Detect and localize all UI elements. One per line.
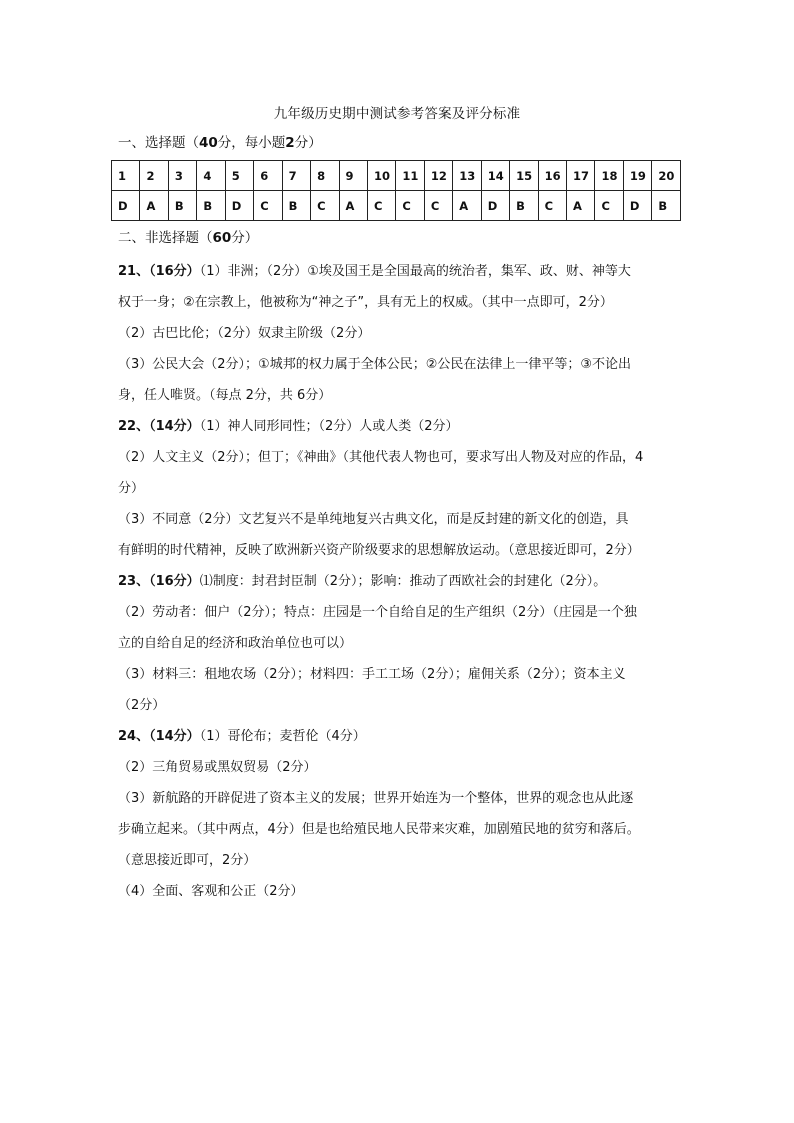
question-number-cell: 13: [453, 161, 481, 191]
section2-suffix: 分）: [231, 230, 259, 246]
answer-cell: A: [567, 191, 595, 221]
question-number-cell: 20: [652, 161, 681, 191]
question-number-cell: 18: [595, 161, 623, 191]
answer-line: [118, 262, 698, 282]
answer-cell: C: [254, 191, 282, 221]
answer-cell: C: [311, 191, 339, 221]
answer-text: （1）哥伦布；麦哲伦（4分）: [199, 729, 366, 744]
question-number-cell: 7: [282, 161, 310, 191]
answer-text: （1）神人同形同性；（2分）人或人类（2分）: [199, 419, 459, 434]
section1-prefix: 一、选择题（: [118, 135, 199, 151]
answer-text: （1）非洲；（2分）①埃及国王是全国最高的统治者，集军、政、财、神等大: [199, 264, 631, 279]
section-heading-multiple-choice: [118, 133, 322, 153]
question-number-cell: 2: [140, 161, 168, 191]
answer-text: （3）新航路的开辟促进了资本主义的发展；世界开始连为一个整体，世界的观念也从此逐: [118, 791, 634, 806]
question-points: （14分）: [149, 729, 200, 744]
answer-cell: B: [197, 191, 225, 221]
question-number-cell: 11: [396, 161, 424, 191]
section2-prefix: 二、非选择题（: [118, 230, 213, 246]
answer-text: 权于一身；②在宗教上，他被称为“神之子”，具有无上的权威。（其中一点即可，2分）: [118, 295, 613, 310]
answer-cell: A: [339, 191, 367, 221]
answer-line: [118, 510, 698, 530]
answer-text: （2）古巴比伦；（2分）奴隶主阶级（2分）: [118, 326, 371, 341]
answer-line: [118, 572, 698, 592]
answer-line: [118, 665, 698, 685]
question-number-cell: 5: [225, 161, 253, 191]
answer-text: （3）公民大会（2分）；①城邦的权力属于全体公民；②公民在法律上一律平等；③不论出: [118, 357, 632, 372]
answer-line: [118, 479, 698, 499]
answer-text: （2分）: [118, 698, 166, 713]
question-number: 23、: [118, 574, 150, 589]
question-number-cell: 6: [254, 161, 282, 191]
answer-line: [118, 448, 698, 468]
question-number-cell: 14: [481, 161, 509, 191]
answer-cell: D: [112, 191, 140, 221]
answer-cell: B: [510, 191, 538, 221]
answer-cell: C: [396, 191, 424, 221]
question-number: 21、: [118, 264, 150, 279]
answer-text: （4）全面、客观和公正（2分）: [118, 884, 304, 899]
question-number-cell: 15: [510, 161, 538, 191]
question-number-cell: 1: [112, 161, 140, 191]
answer-cell: A: [453, 191, 481, 221]
answer-cell: B: [652, 191, 681, 221]
answer-cell: C: [424, 191, 452, 221]
answer-cell: C: [595, 191, 623, 221]
answer-text: 立的自给自足的经济和政治单位也可以）: [118, 636, 353, 651]
question-points: （16分）: [149, 574, 200, 589]
answer-text: 有鲜明的时代精神，反映了欧洲新兴资产阶级要求的思想解放运动。（意思接近即可，2分）: [118, 543, 640, 558]
question-number-cell: 4: [197, 161, 225, 191]
question-number-cell: 16: [538, 161, 566, 191]
question-number-row: [112, 161, 681, 191]
answer-cell: D: [623, 191, 651, 221]
answer-cell: D: [225, 191, 253, 221]
answer-cell: A: [140, 191, 168, 221]
answer-line: [118, 696, 698, 716]
question-number: 22、: [118, 419, 150, 434]
answer-cell: C: [367, 191, 395, 221]
answer-line: [118, 851, 698, 871]
answer-cell: B: [282, 191, 310, 221]
answer-line: [118, 293, 698, 313]
answer-text: （3）材料三：租地农场（2分）；材料四：手工工场（2分）；雇佣关系（2分）；资本主义: [118, 667, 626, 682]
document-title: 九年级历史期中测试参考答案及评分标准: [273, 106, 521, 122]
answer-line: [118, 882, 698, 902]
answer-line: [118, 541, 698, 561]
section1-middle: 分，每小题: [217, 135, 286, 151]
question-points: （16分）: [149, 264, 200, 279]
answer-table: [111, 160, 681, 221]
answer-text: （2）劳动者：佃户（2分）；特点：庄园是一个自给自足的生产组织（2分）（庄园是一个独: [118, 605, 637, 620]
answer-line: [118, 324, 698, 344]
answer-line: [118, 820, 698, 840]
answer-line: [118, 417, 698, 437]
answer-text: （3）不同意（2分）文艺复兴不是单纯地复兴古典文化，而是反封建的新文化的创造，具: [118, 512, 629, 527]
question-number-cell: 10: [367, 161, 395, 191]
answer-row: [112, 191, 681, 221]
answer-text: 分）: [118, 481, 145, 496]
section2-points: 60: [212, 230, 232, 246]
question-number-cell: 17: [567, 161, 595, 191]
answer-text: （意思接近即可，2分）: [118, 853, 257, 868]
answer-text: ⑴制度：封君封臣制（2分）；影响：推动了西欧社会的封建化（2分）。: [199, 574, 607, 589]
answer-line: [118, 634, 698, 654]
answer-cell: C: [538, 191, 566, 221]
answer-line: [118, 386, 698, 406]
question-number-cell: 12: [424, 161, 452, 191]
answer-line: [118, 758, 698, 778]
answer-line: [118, 727, 698, 747]
question-number-cell: 8: [311, 161, 339, 191]
answer-line: [118, 603, 698, 623]
section1-points: 40: [199, 135, 218, 151]
answer-line: [118, 789, 698, 809]
answer-cell: B: [168, 191, 196, 221]
answer-text: 身，任人唯贤。（每点 2分，共 6分）: [118, 388, 332, 403]
section1-each: 2: [285, 135, 295, 151]
answer-line: [118, 355, 698, 375]
question-number-cell: 3: [168, 161, 196, 191]
question-number-cell: 9: [339, 161, 367, 191]
answer-text: 步确立起来。（其中两点，4分）但是也给殖民地人民带来灾难，加剧殖民地的贫穷和落后。: [118, 822, 640, 837]
section-heading-non-multiple-choice: [118, 228, 258, 248]
question-number-cell: 19: [623, 161, 651, 191]
answer-cell: D: [481, 191, 509, 221]
question-number: 24、: [118, 729, 150, 744]
section1-suffix: 分）: [294, 135, 322, 151]
answer-text: （2）人文主义（2分）；但丁；《神曲》（其他代表人物也可，要求写出人物及对应的作品，4: [118, 450, 644, 465]
answer-text: （2）三角贸易或黑奴贸易（2分）: [118, 760, 317, 775]
question-points: （14分）: [149, 419, 200, 434]
